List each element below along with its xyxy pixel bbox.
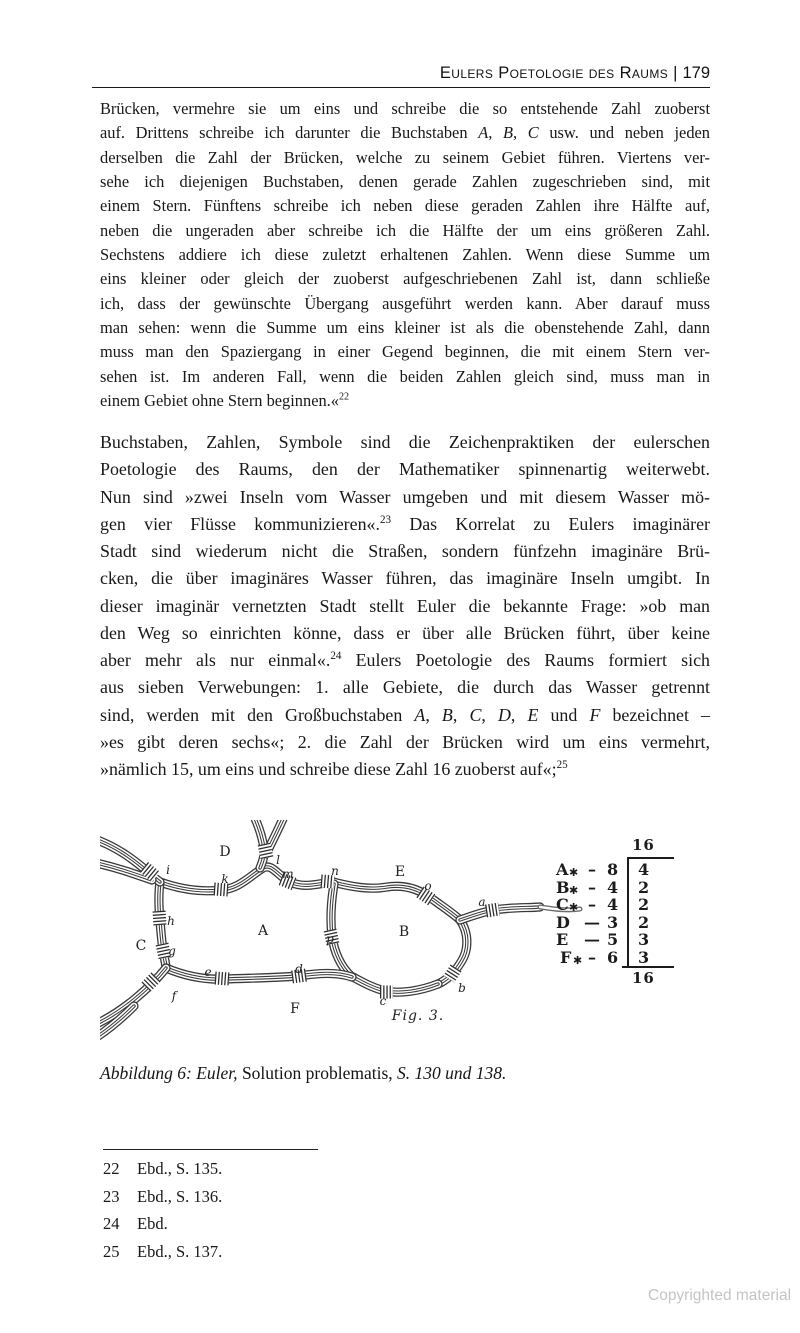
region-label-b: B: [398, 924, 410, 940]
river-map-engraving: [100, 820, 600, 1052]
row-bridge-count: 4: [607, 877, 619, 897]
table-row: [552, 913, 712, 930]
bridge-label-n: n: [331, 864, 339, 878]
row-bridge-count: 6: [607, 947, 619, 967]
row-bridge-count: 4: [607, 895, 619, 914]
footnote-text: Ebd., S. 135.: [137, 1159, 223, 1178]
euler-figure: [100, 820, 720, 1052]
row-half-value: 3: [638, 947, 650, 967]
bridge-label-g: g: [168, 944, 176, 958]
text-line: einem Gebiet ohne Stern beginnen.«$^{22}$: [100, 391, 350, 411]
region-label-e: E: [394, 864, 406, 880]
row-half-value: 2: [638, 912, 650, 932]
text-line: dieser imaginär vernetzten Stadt stellt Euler die bekannte Frage: »ob man: [100, 595, 710, 616]
star-glyph: ✱: [569, 883, 579, 897]
bridge-label-a: a: [478, 895, 486, 909]
text-line: derselben die Zahl der Brücken, welche zu seinem Gebiet führen. Viertens ver-: [100, 147, 710, 167]
row-dash: –: [588, 877, 596, 897]
text-line: sind, werden mit den Großbuchstaben A, B, C, D, E und F bezeichnet –: [100, 704, 711, 725]
footnote-number: 25: [103, 1241, 120, 1261]
table-row: [552, 860, 712, 877]
row-dash: –: [588, 860, 596, 879]
bridge-label-d: d: [295, 962, 303, 976]
table-row: [552, 948, 712, 965]
row-letter: A: [556, 860, 569, 879]
row-letter: C: [556, 895, 569, 914]
bridge-label-p: p: [326, 932, 334, 946]
bridge-label-c: c: [379, 994, 387, 1008]
text-line: aber mehr als nur einmal«.$^{24}$ Eulers Poetologie des Raums formiert sich: [100, 650, 711, 670]
text-line: ich, dass der gewünschte Übergang ausgeführt werden kann. Aber darauf muss: [100, 293, 710, 313]
row-letter: E: [556, 930, 569, 949]
footnotes: [103, 1155, 503, 1265]
watermark: Copyrighted material: [648, 1287, 792, 1304]
region-label-a: A: [257, 923, 269, 939]
row-half-value: 2: [638, 895, 650, 914]
table-top-rule: [627, 857, 674, 859]
fig-inline-caption: Fig. 3.: [391, 1008, 445, 1024]
text-line: auf. Drittens schreibe ich darunter die Buchstaben A, B, C usw. und neben jeden: [100, 123, 710, 143]
star-glyph: ✱: [569, 901, 579, 914]
region-label-c: C: [135, 938, 147, 954]
text-line: Nun sind »zwei Inseln vom Wasser umgeben und mit diesem Wasser mö-: [100, 486, 710, 507]
region-label-f: F: [290, 1001, 300, 1017]
footnote: [103, 1210, 503, 1238]
star-glyph: ✱: [569, 866, 579, 879]
footnote-number: 23: [103, 1186, 120, 1206]
text-line: »nämlich 15, um eins und schreibe diese Zahl 16 zuoberst auf«;$^{25}$: [100, 759, 568, 779]
table-bottom-total: 16: [632, 969, 655, 987]
bridge-label-h: h: [167, 914, 175, 928]
text-line: eins kleiner oder gleich der zuoberst aufgeschriebenen Zahl ist, dann schließe: [100, 269, 710, 289]
text-line: Stadt sind wiederum nicht die Straßen, sondern fünfzehn imaginäre Brü-: [100, 541, 710, 561]
figure-caption: Abbildung 6: Euler, Solution problematis, S. 130 und 138.: [100, 1063, 507, 1083]
text-line: einem Stern. Fünftens schreibe ich neben diese geraden Zahlen ihre Hälfte auf,: [100, 196, 710, 216]
footnote: [103, 1155, 503, 1183]
row-half-value: 3: [638, 930, 650, 949]
bridge-label-e: e: [204, 965, 212, 979]
text-line: muss man den Spaziergang in einer Gegend beginnen, die mit einem Stern ver-: [100, 342, 710, 362]
row-bridge-count: 5: [607, 930, 619, 949]
footnote-number: 24: [103, 1214, 120, 1234]
footnote-text: Ebd.: [137, 1214, 168, 1234]
bridge-label-b: b: [458, 981, 466, 995]
footnote-separator: [103, 1149, 318, 1150]
footnote-text: Ebd., S. 136.: [137, 1186, 223, 1206]
text-line: man sehen: wenn die Summe um eins kleiner ist als die obenstehende Zahl, dann: [100, 318, 710, 338]
bridge-label-f: f: [171, 989, 177, 1003]
row-bridge-count: 3: [607, 912, 619, 932]
page-number: 179: [682, 64, 710, 82]
bridge-label-i: i: [166, 863, 170, 877]
region-label-d: D: [219, 844, 231, 860]
table-top-total: 16: [632, 836, 655, 854]
bridge-label-m: m: [282, 867, 294, 881]
header-rule: [92, 87, 710, 88]
text-line: cken, die über imaginäres Wasser führen, das imaginäre Inseln umgibt. In: [100, 568, 710, 589]
text-line: Buchstaben, Zahlen, Symbole sind die Zeichenpraktiken der eulerschen: [100, 432, 710, 452]
bridge-count-table: [552, 830, 720, 1000]
text-line: den Weg so einrichten könne, dass er über alle Brücken führt, über keine: [100, 622, 710, 643]
running-head-title: Eulers Poetologie des Raums: [439, 64, 669, 82]
table-row: [552, 930, 712, 947]
row-half-value: 4: [638, 860, 650, 879]
text-line: Brücken, vermehre sie um eins und schreibe die so entstehende Zahl zuoberst: [100, 99, 710, 118]
bridge-label-l: l: [276, 853, 280, 867]
footnote-number: 22: [103, 1159, 120, 1178]
row-dash: –: [588, 947, 596, 967]
table-row: [552, 878, 712, 895]
footnote-text: Ebd., S. 137.: [137, 1241, 223, 1261]
row-half-value: 2: [638, 877, 650, 897]
row-bridge-count: 8: [607, 860, 619, 879]
text-line: neben die ungeraden aber schreibe ich die Hälfte der um eins größeren Zahl.: [100, 220, 710, 240]
quote-paragraph: [100, 97, 710, 413]
footnote: [103, 1183, 503, 1211]
row-letter: F: [560, 947, 572, 967]
text-line: gen vier Flüsse kommunizieren«.$^{23}$ Das Korrelat zu Eulers imaginärer: [100, 513, 710, 534]
bridge-label-k: k: [221, 872, 229, 886]
page-header: [92, 64, 710, 83]
row-letter: B: [556, 877, 570, 897]
text-line: Poetologie des Raums, den der Mathematiker spinnenartig weiterwebt.: [100, 459, 710, 480]
text-line: Sechstens addiere ich diese zuletzt erhaltenen Zahlen. Wenn diese Summe um: [100, 245, 710, 265]
main-paragraph: [100, 429, 710, 783]
row-dash: —: [584, 930, 600, 949]
table-row: [552, 895, 712, 912]
river-channels: [100, 820, 583, 1040]
running-head-separator: |: [673, 64, 678, 82]
text-line: sehen ist. Im anderen Fall, wenn die beiden Zahlen gleich sind, muss man in: [100, 366, 710, 386]
row-letter: D: [556, 912, 570, 932]
footnote: [103, 1238, 503, 1266]
text-line: aus sieben Verwebungen: 1. alle Gebiete, die durch das Wasser getrennt: [100, 677, 710, 698]
text-line: »es gibt deren sechs«; 2. die Zahl der Brücken wird um eins vermehrt,: [100, 731, 710, 752]
row-dash: –: [588, 895, 596, 914]
row-dash: —: [584, 912, 600, 932]
text-line: sehe ich diejenigen Buchstaben, denen gerade Zahlen zugeschrieben sind, mit: [100, 172, 710, 192]
bridge-label-o: o: [424, 879, 432, 893]
star-glyph: ✱: [573, 953, 583, 967]
